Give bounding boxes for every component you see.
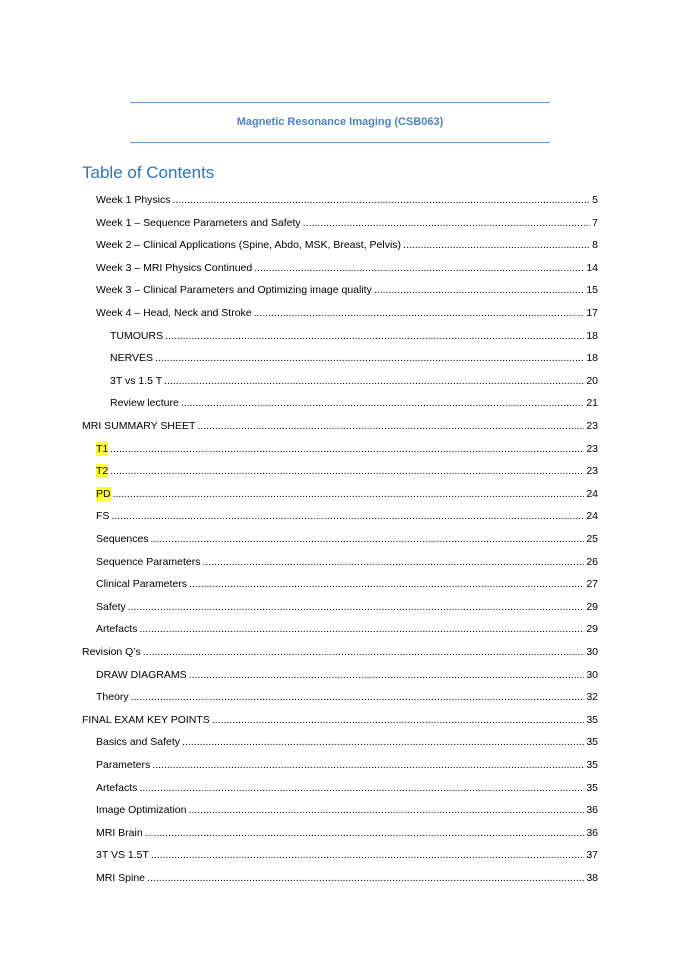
toc-dot-leader [197, 419, 584, 433]
toc-entry[interactable] [110, 396, 598, 410]
toc-entry-page-number: 18 [586, 329, 598, 342]
toc-entry-label: Week 4 – Head, Neck and Stroke [96, 307, 252, 319]
toc-entry-label: 3T vs 1.5 T [110, 374, 163, 387]
toc-entry[interactable] [82, 419, 598, 433]
toc-entry[interactable] [110, 329, 598, 343]
toc-entry[interactable] [96, 238, 598, 252]
toc-entry[interactable] [96, 735, 598, 749]
toc-entry[interactable] [96, 758, 598, 772]
toc-entry-page-number: 25 [586, 533, 598, 545]
toc-entry-label: FS [96, 510, 110, 523]
toc-entry-page-number: 20 [586, 374, 598, 387]
toc-entry-page-number: 21 [586, 397, 598, 410]
toc-entry-page-number: 8 [592, 239, 598, 252]
toc-entry-label: Artefacts [96, 781, 138, 794]
toc-dot-leader [182, 735, 584, 749]
toc-dot-leader [131, 690, 585, 704]
toc-entry-label: Basics and Safety [96, 736, 181, 749]
toc-dot-leader [155, 351, 584, 365]
toc-entry-page-number: 30 [586, 646, 598, 658]
toc-dot-leader [139, 622, 584, 636]
toc-dot-leader [139, 781, 584, 795]
toc-dot-leader [188, 803, 584, 817]
toc-entry-label: NERVES [110, 352, 153, 365]
toc-entry[interactable] [110, 374, 598, 388]
toc-entry-page-number: 17 [586, 307, 598, 319]
toc-entry-label: Week 3 – Clinical Parameters and Optimizing image quality [96, 284, 372, 297]
toc-entry-page-number: 35 [586, 759, 598, 771]
toc-entry-label: TUMOURS [110, 329, 164, 342]
toc-entry[interactable] [96, 442, 598, 456]
toc-dot-leader [128, 600, 585, 614]
toc-entry-label: MRI Brain [96, 826, 143, 839]
toc-entry[interactable] [96, 600, 598, 614]
toc-entry-label: Review lecture [110, 397, 179, 410]
header-top-rule [130, 102, 550, 103]
toc-dot-leader [165, 329, 584, 343]
toc-entry-label: Sequences [96, 533, 149, 545]
toc-dot-leader [113, 487, 585, 501]
toc-entry-label: Theory [96, 691, 129, 704]
toc-entry[interactable] [96, 509, 598, 523]
toc-dot-leader [147, 871, 584, 885]
toc-dot-leader [145, 826, 585, 840]
toc-entry-page-number: 35 [586, 713, 598, 726]
toc-entry-label: Image Optimization [96, 804, 187, 817]
toc-entry[interactable] [96, 261, 598, 275]
toc-entry[interactable] [96, 848, 598, 862]
toc-entry-label: Week 3 – MRI Physics Continued [96, 261, 253, 274]
toc-entry-page-number: 5 [592, 194, 598, 206]
toc-entry-label: MRI Spine [96, 872, 146, 884]
toc-dot-leader [202, 555, 584, 569]
toc-entry-page-number: 24 [586, 487, 598, 500]
toc-entry[interactable] [82, 645, 598, 659]
toc-dot-leader [212, 713, 585, 727]
toc-entry-label: 3T VS 1.5T [96, 849, 149, 862]
toc-entry-page-number: 7 [592, 216, 598, 229]
toc-entry-page-number: 26 [586, 555, 598, 568]
toc-entry-page-number: 27 [586, 578, 598, 591]
toc-entry-page-number: 35 [586, 781, 598, 794]
toc-entry-label: Clinical Parameters [96, 578, 188, 591]
toc-entry-page-number: 35 [586, 736, 598, 749]
toc-dot-leader [151, 532, 585, 546]
toc-entry[interactable] [96, 216, 598, 230]
toc-entry[interactable] [96, 577, 598, 591]
toc-entry[interactable] [96, 781, 598, 795]
toc-entry-page-number: 23 [586, 442, 598, 455]
toc-dot-leader [303, 216, 590, 230]
toc-entry-label: Week 2 – Clinical Applications (Spine, Abdo, MSK, Breast, Pelvis) [96, 239, 402, 252]
toc-entry[interactable] [96, 668, 598, 682]
toc-entry-label: T2 [96, 465, 109, 478]
toc-entry-page-number: 37 [586, 849, 598, 862]
toc-entry[interactable] [96, 193, 598, 207]
toc-entry-page-number: 29 [586, 600, 598, 613]
toc-entry-label: PD [96, 487, 111, 500]
toc-entry[interactable] [96, 826, 598, 840]
toc-dot-leader [111, 509, 584, 523]
toc-entry[interactable] [96, 283, 598, 297]
toc-dot-leader [181, 396, 584, 410]
toc-entry-label: Sequence Parameters [96, 555, 201, 568]
toc-entry[interactable] [110, 351, 598, 365]
toc-entry-label: Week 1 – Sequence Parameters and Safety [96, 216, 301, 229]
toc-dot-leader [374, 283, 584, 297]
toc-entry-label: T1 [96, 442, 109, 455]
toc-dot-leader [403, 238, 590, 252]
toc-dot-leader [189, 577, 584, 591]
toc-entry[interactable] [82, 713, 598, 727]
toc-dot-leader [110, 442, 584, 456]
toc-entry-label: DRAW DIAGRAMS [96, 668, 187, 681]
toc-dot-leader [254, 261, 584, 275]
toc-entry-page-number: 14 [586, 261, 598, 274]
toc-entry-label: Parameters [96, 759, 151, 771]
toc-entry-page-number: 18 [586, 352, 598, 365]
toc-entry-page-number: 36 [586, 826, 598, 839]
toc-dot-leader [189, 668, 585, 682]
toc-entry-page-number: 36 [586, 804, 598, 817]
toc-entry-page-number: 23 [586, 465, 598, 478]
toc-entry[interactable] [96, 690, 598, 704]
toc-entry-label: FINAL EXAM KEY POINTS [82, 713, 210, 726]
toc-dot-leader [254, 306, 585, 320]
header-bottom-rule [130, 142, 550, 143]
toc-entry[interactable] [96, 622, 598, 636]
toc-dot-leader [173, 193, 591, 207]
toc-heading: Table of Contents [82, 163, 215, 182]
toc-entry[interactable] [96, 871, 598, 885]
toc-entry[interactable] [96, 803, 598, 817]
document-title: Magnetic Resonance Imaging (CSB063) [236, 116, 444, 128]
toc-entry-label: Artefacts [96, 623, 138, 636]
toc-dot-leader [110, 464, 584, 478]
toc-entry-page-number: 23 [586, 420, 598, 432]
toc-entry[interactable] [96, 464, 598, 478]
toc-entry[interactable] [96, 555, 598, 569]
toc-entry-page-number: 32 [586, 691, 598, 704]
toc-entry-page-number: 38 [586, 872, 598, 884]
toc-dot-leader [152, 758, 584, 772]
toc-entry-label: Week 1 Physics [96, 194, 171, 206]
toc-entry-page-number: 24 [586, 510, 598, 523]
toc-entry-label: Revision Q’s [82, 646, 141, 658]
toc-dot-leader [143, 645, 585, 659]
toc-entry[interactable] [96, 532, 598, 546]
toc-entry[interactable] [96, 306, 598, 320]
toc-entry-page-number: 15 [586, 284, 598, 297]
toc-entry[interactable] [96, 487, 598, 501]
toc-entry-page-number: 30 [586, 668, 598, 681]
toc-entry-page-number: 29 [586, 623, 598, 636]
toc-dot-leader [151, 848, 584, 862]
toc-entry-label: MRI SUMMARY SHEET [82, 420, 196, 432]
toc-dot-leader [164, 374, 584, 388]
toc-entry-label: Safety [96, 600, 126, 613]
